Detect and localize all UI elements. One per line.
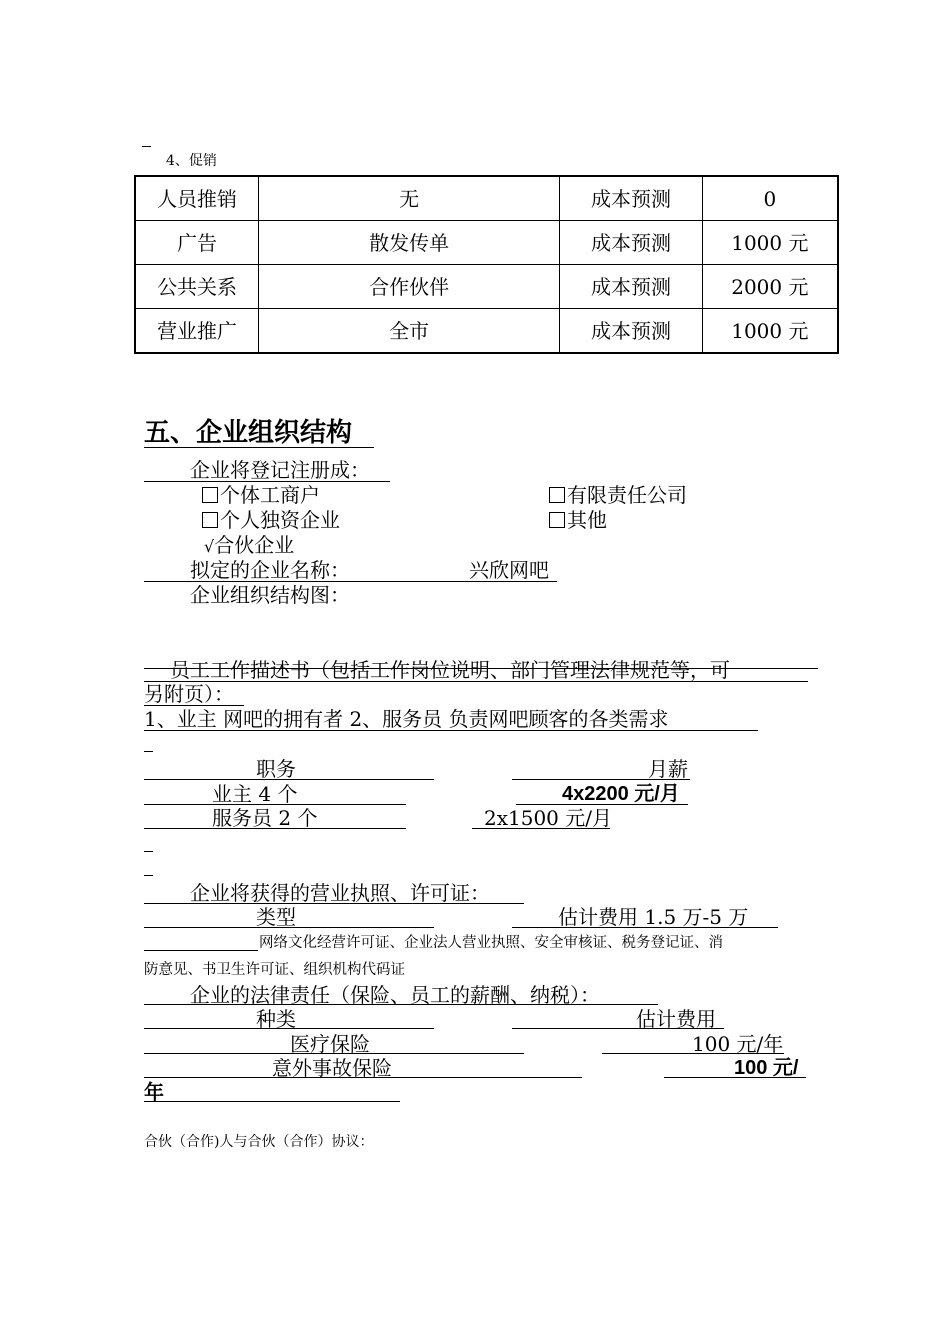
- roles-underline: [144, 730, 758, 731]
- promo-desc: 全市: [259, 309, 560, 354]
- insurance-accident: 意外事故保险: [272, 1056, 392, 1080]
- underline: [144, 1028, 434, 1029]
- salary-row-owner: 业主 4 个: [212, 782, 298, 806]
- check-mark-icon: √: [204, 537, 215, 556]
- partner-agreement: 合伙（合作)人与合伙（合作）协议：: [144, 1134, 374, 1150]
- option-label: 个人独资企业: [220, 508, 340, 532]
- job-desc-underline: [144, 681, 808, 682]
- underline: [664, 1077, 806, 1078]
- option-partnership: [204, 533, 294, 559]
- promo-desc: 散发传单: [259, 221, 560, 265]
- underline: [144, 903, 524, 904]
- license-list-line1: 网络文化经营许可证、企业法人营业执照、安全审核证、税务登记证、消: [259, 935, 723, 951]
- insurance-accident-cost-cont: 年: [144, 1080, 164, 1104]
- underline: [512, 927, 778, 928]
- strike-line: [144, 668, 818, 669]
- license-header-cost: 估计费用 1.5 万-5 万: [558, 905, 749, 929]
- stray-dash: [144, 851, 153, 852]
- option-label: 有限责任公司: [567, 483, 687, 507]
- underline: [516, 804, 688, 805]
- job-desc-line1: 员工工作描述书（包括工作岗位说明、部门管理法律规范等，可: [170, 658, 730, 682]
- underline: [472, 828, 610, 829]
- salary-header-salary: 月薪: [648, 757, 688, 781]
- promo-cost-label: 成本预测: [560, 176, 703, 221]
- section-5-title: 五、企业组织结构: [144, 418, 353, 448]
- underline: [144, 804, 406, 805]
- option-label: 合伙企业: [214, 533, 295, 557]
- table-row: [135, 309, 838, 354]
- title-underline: [144, 447, 374, 448]
- org-chart-label: 企业组织结构图：: [190, 583, 350, 607]
- legal-header-kind: 种类: [256, 1007, 296, 1031]
- underline: [512, 779, 690, 780]
- salary-owner-amount: 4x2200 元/月: [562, 783, 680, 805]
- underline: [512, 1028, 724, 1029]
- option-other: [549, 508, 607, 532]
- job-desc-line2: 另附页）：: [144, 682, 234, 706]
- promo-desc: 无: [259, 176, 560, 221]
- salary-row-staff: 服务员 2 个: [212, 806, 318, 830]
- promo-item: 公共关系: [135, 265, 259, 309]
- salary-header-position: 职务: [256, 757, 296, 781]
- table-row: [135, 221, 838, 265]
- option-label: 其他: [567, 508, 607, 532]
- underline: [144, 950, 258, 951]
- promo-desc: 合作伙伴: [259, 265, 560, 309]
- checkbox-icon: [202, 487, 218, 503]
- promo-cost-label: 成本预测: [560, 221, 703, 265]
- register-label: 企业将登记注册成：: [190, 458, 370, 482]
- section-4-title: 4、促销: [166, 153, 217, 169]
- underline: [144, 1053, 524, 1054]
- promo-item: 人员推销: [135, 176, 259, 221]
- stray-dash: [144, 875, 153, 876]
- name-underline: [144, 581, 557, 582]
- underline: [144, 828, 406, 829]
- checkbox-icon: [202, 512, 218, 528]
- promo-cost: 2000 元: [702, 265, 838, 309]
- license-list-line2: 防意见、书卫生许可证、组织机构代码证: [144, 962, 405, 978]
- underline: [144, 1101, 400, 1102]
- promo-cost: 0: [702, 176, 838, 221]
- roles-line: 1、业主 网吧的拥有者 2、服务员 负责网吧顾客的各类需求: [144, 707, 669, 731]
- stray-dash: [142, 146, 151, 147]
- name-label: 拟定的企业名称：: [190, 558, 350, 582]
- register-underline: [144, 481, 390, 482]
- table-row: [135, 176, 838, 221]
- insurance-medical: 医疗保险: [290, 1032, 370, 1056]
- job-desc-underline-2: [144, 705, 244, 706]
- legal-label: 企业的法律责任（保险、员工的薪酬、纳税）：: [190, 983, 600, 1007]
- business-name: 兴欣网吧: [469, 558, 549, 582]
- checkbox-icon: [549, 487, 565, 503]
- insurance-medical-cost: 100 元/年: [692, 1032, 784, 1056]
- underline: [144, 1077, 582, 1078]
- promotion-table: [134, 175, 839, 354]
- option-limited-company: [549, 483, 687, 507]
- legal-header-cost: 估计费用: [636, 1007, 716, 1031]
- insurance-accident-cost: 100 元/: [734, 1057, 799, 1079]
- promo-cost: 1000 元: [702, 309, 838, 354]
- underline: [144, 1004, 658, 1005]
- stray-dash: [144, 751, 153, 752]
- option-sole-trader: [202, 483, 320, 507]
- license-header-type: 类型: [256, 905, 296, 929]
- underline: [144, 779, 434, 780]
- promo-cost-label: 成本预测: [560, 265, 703, 309]
- option-label: 个体工商户: [220, 483, 320, 507]
- underline: [602, 1053, 784, 1054]
- checkbox-icon: [549, 512, 565, 528]
- salary-staff-amount: 2x1500 元/月: [484, 806, 612, 830]
- promo-item: 营业推广: [135, 309, 259, 354]
- option-sole-proprietorship: [202, 508, 340, 532]
- promo-item: 广告: [135, 221, 259, 265]
- promo-cost-label: 成本预测: [560, 309, 703, 354]
- underline: [144, 927, 434, 928]
- promo-cost: 1000 元: [702, 221, 838, 265]
- license-label: 企业将获得的营业执照、许可证：: [190, 881, 490, 905]
- table-row: [135, 265, 838, 309]
